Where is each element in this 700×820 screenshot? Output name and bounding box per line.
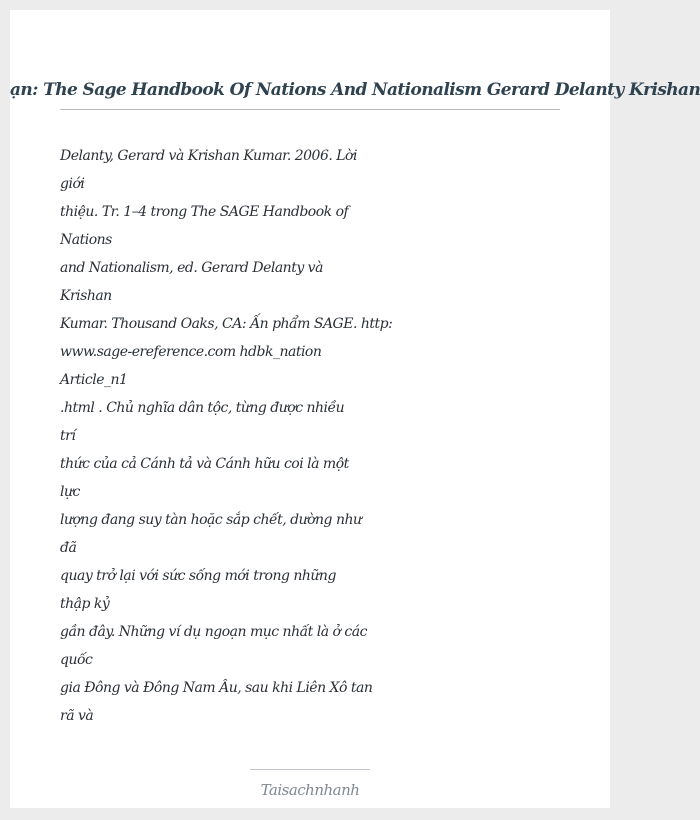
page-title: ạn: The Sage Handbook Of Nations And Nationalism Gerard Delanty Krishan <box>10 80 700 100</box>
text-line: thức của cả Cánh tả và Cánh hữu coi là một <box>60 456 349 472</box>
text-line: www.sage-ereference.com hdbk_nation <box>60 344 322 360</box>
text-line: quay trở lại với sức sống mới trong những <box>60 568 336 584</box>
text-line: Article_n1 <box>60 372 128 388</box>
text-line: Delanty, Gerard và Krishan Kumar. 2006. Lời <box>60 148 357 164</box>
text-line: quốc <box>60 652 93 668</box>
text-line: Nations <box>60 232 112 248</box>
text-line: .html . Chủ nghĩa dân tộc, từng được nhiều <box>60 400 345 416</box>
body-text <box>60 142 420 730</box>
footer-brand: Taisachnhanh <box>260 781 360 799</box>
text-line: Krishan <box>60 288 112 304</box>
text-line: thiệu. Tr. 1–4 trong The SAGE Handbook of <box>60 204 349 220</box>
text-line: lượng đang suy tàn hoặc sắp chết, dường như <box>60 512 362 528</box>
text-line: gia Đông và Đông Nam Âu, sau khi Liên Xô tan <box>60 680 373 696</box>
text-line: lực <box>60 484 80 500</box>
text-line: trí <box>60 428 76 444</box>
text-line: thập kỷ <box>60 596 110 612</box>
text-line: Kumar. Thousand Oaks, CA: Ấn phẩm SAGE. http: <box>60 316 393 332</box>
text-line: đã <box>60 540 77 556</box>
text-line: gần đây. Những ví dụ ngoạn mục nhất là ở các <box>60 624 367 640</box>
text-line: giới <box>60 176 85 192</box>
footer-divider <box>250 769 370 770</box>
title-divider <box>60 109 560 110</box>
document-page <box>10 10 700 808</box>
text-line: and Nationalism, ed. Gerard Delanty và <box>60 260 323 276</box>
text-line: rã và <box>60 708 94 724</box>
